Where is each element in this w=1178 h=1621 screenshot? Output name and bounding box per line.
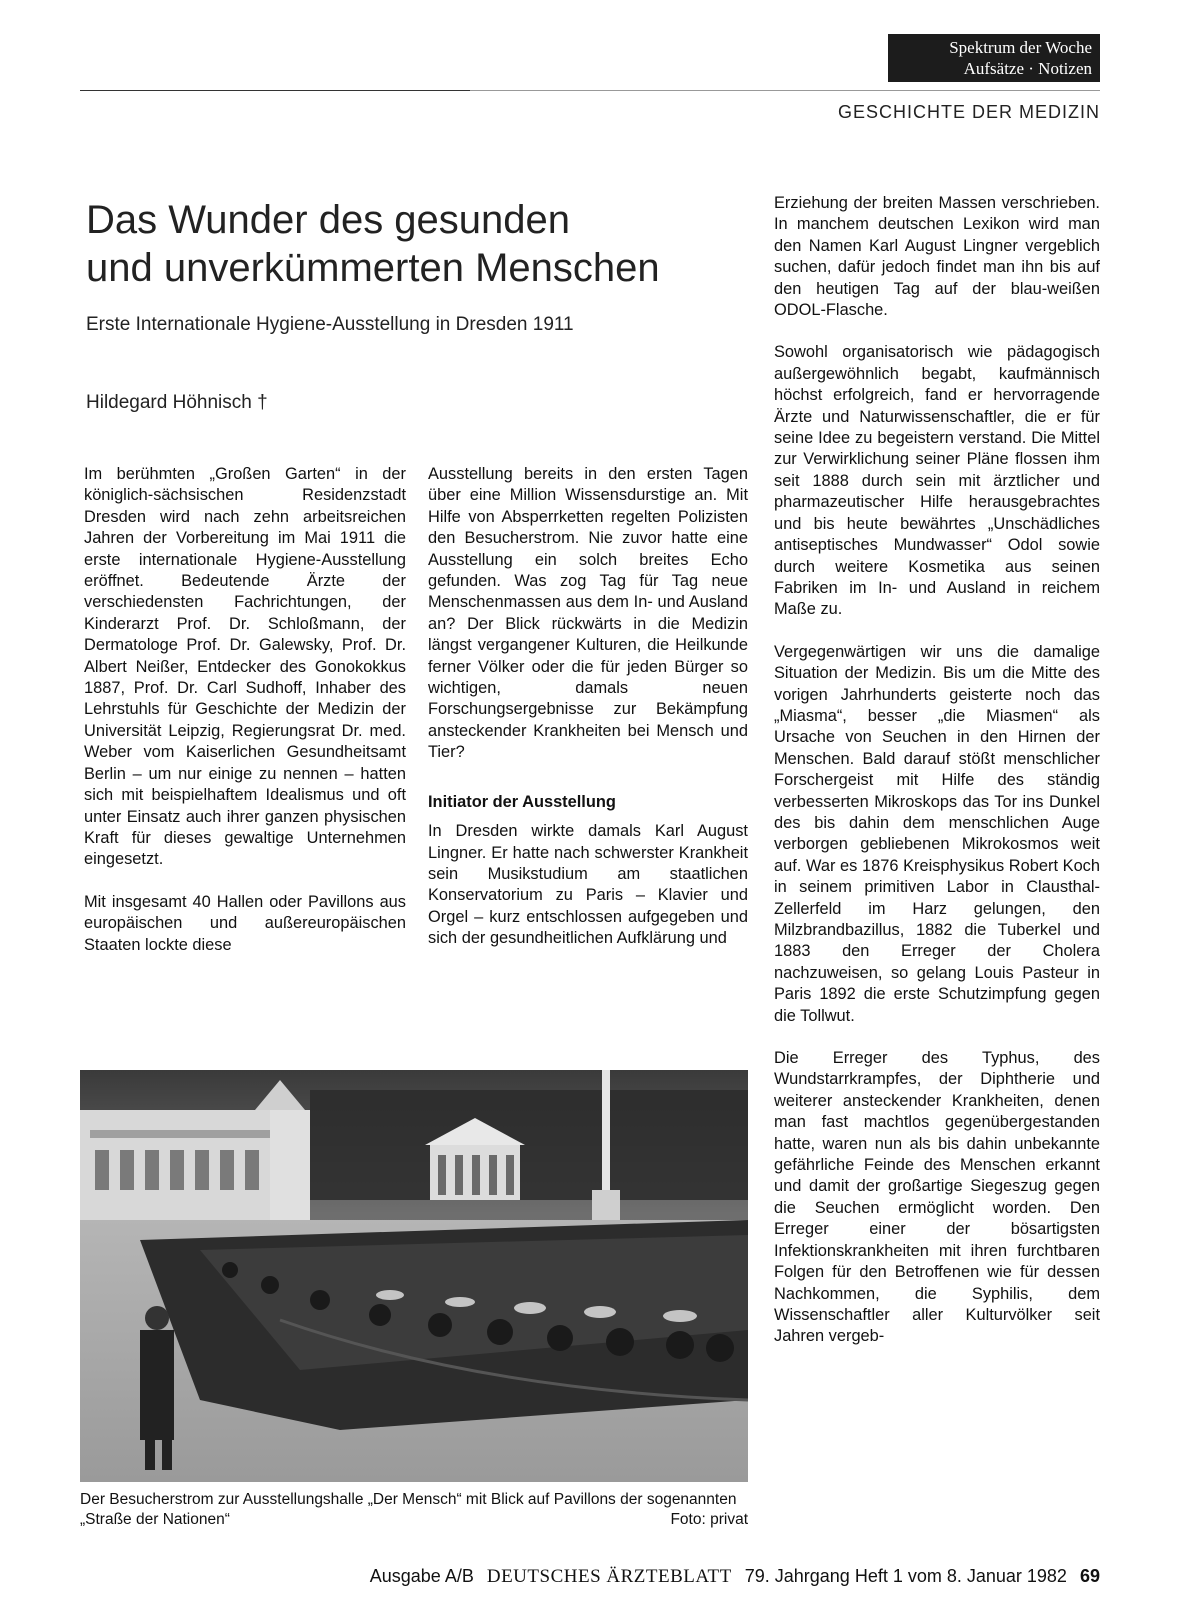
- article-title: [86, 196, 726, 292]
- header-rule-thin: [470, 90, 1100, 91]
- section-badge: [888, 34, 1100, 82]
- footer-masthead: DEUTSCHES ÄRZTEBLATT: [486, 1566, 732, 1587]
- paragraph: Im berühmten „Großen Garten“ in der königlich-sächsischen Residenzstadt Dresden wird nach zehn arbeitsreichen Jahren der Vorbereitung im Mai 1911 die erste internationale Hygiene-Ausstellung eröffnet. Bedeutende Ärzte der verschiedensten Fachrichtungen, der Kinderarzt Prof. Dr. Schloßmann, der Dermatologe Prof. Dr. Galewsky, Prof. Dr. Albert Neißer, Entdecker des Gonokokkus 1887, Prof. Dr. Carl Sudhoff, Inhaber des Lehrstuhls für Geschichte der Medizin der Universität Leipzig, Regierungsrat Dr. med. Weber vom Kaiserlichen Gesundheitsamt Berlin – um nur einige zu nennen – hatten sich mit beispielhaftem Idealismus und oft unter Einsatz auch ihrer ganzen physischen Kraft für dieses gewaltige Unternehmen eingesetzt.: [84, 465, 406, 869]
- paragraph: Mit insgesamt 40 Hallen oder Pavillons aus europäischen und außereuropäischen Staaten lockte diese: [84, 892, 406, 954]
- column-3: [774, 193, 1100, 1369]
- column-2: [428, 464, 748, 971]
- photo-caption: [80, 1490, 748, 1530]
- photo-credit: Foto: privat: [670, 1511, 748, 1528]
- article-subtitle: Erste Internationale Hygiene-Ausstellung in Dresden 1911: [86, 314, 574, 335]
- footer-edition: Ausgabe A/B: [369, 1566, 474, 1586]
- paragraph: In Dresden wirkte damals Karl August Lingner. Er hatte nach schwerster Krankheit sein Musikstudium am staatlichen Konservatorium zu Paris – Klavier und Orgel – kurz entschlossen aufgegeben und sich der gesundheitlichen Aufklärung und: [428, 822, 748, 948]
- historical-photo: [80, 1070, 748, 1482]
- paragraph: Vergegenwärtigen wir uns die damalige Situation der Medizin. Bis um die Mitte des vorigen Jahrhunderts geisterte noch das „Miasma“, besser „die Miasmen“ als Ursache von Seuchen in den Hirnen der Menschen. Bald darauf stößt menschlicher Forschergeist mit Hilfe des ständig verbesserten Mikroskops das Tor ins Dunkel des bis dahin dem menschlichen Auge verborgen gebliebenen Mikrokosmos weit auf. War es 1876 Kreisphysikus Robert Koch in seinem primitiven Labor in Clausthal-Zellerfeld im Harz gelungen, den Milzbrandbazillus, 1882 die Tuberkel und 1883 den Erreger der Cholera nachzuweisen, so gelang Louis Pasteur in Paris 1892 die erste Schutzimpfung gegen die Tollwut.: [774, 642, 1100, 1025]
- article-author: Hildegard Höhnisch †: [86, 392, 268, 413]
- column-1: [84, 464, 406, 977]
- caption-text: Der Besucherstrom zur Ausstellungshalle „Der Mensch“ mit Blick auf Pavillons der sogenannten „Straße der Nationen“: [80, 1491, 737, 1528]
- page-footer: [370, 1566, 1100, 1588]
- paragraph: Ausstellung bereits in den ersten Tagen über eine Million Wissensdurstige an. Mit Hilfe von Absperrketten regelten Polizisten den Besucherstrom. Nie zuvor hatte eine Ausstellung ein solch breites Echo gefunden. Was zog Tag für Tag neue Menschenmassen aus dem In- und Ausland an? Der Blick rückwärts in die Medizin längst vergangener Kulturen, die Heilkunde ferner Völker oder die für jeden Bürger so wichtigen, damals neuen Forschungsergebnisse zur Bekämpfung ansteckender Krankheiten bei Mensch und Tier?: [428, 465, 748, 762]
- header-rule: [80, 90, 470, 91]
- page-number: 69: [1079, 1566, 1100, 1586]
- paragraph: Die Erreger des Typhus, des Wundstarrkrampfes, der Diphtherie und weiterer ansteckender Krankheiten, denen man fast machtlos gegenübergestanden hatte, waren nun als bis dahin unbekannte gefährliche Feinde des Menschen erkannt und damit der großartige Siegeszug gegen die Seuchen ermöglicht worden. Den Erreger einer der bösartigsten Infektionskrankheiten mit ihren furchtbaren Folgen für den Betroffenen wie für dessen Nachkommen, die Syphilis, dem Wissenschaftler aller Kulturvölker seit Jahren vergeb-: [774, 1049, 1100, 1346]
- rubric: GESCHICHTE DER MEDIZIN: [837, 102, 1100, 122]
- footer-issue: 79. Jahrgang Heft 1 vom 8. Januar 1982: [744, 1566, 1067, 1586]
- title-line1: Das Wunder des gesunden: [86, 198, 571, 242]
- section-badge-line2: Aufsätze · Notizen: [963, 59, 1092, 78]
- section-heading: Initiator der Ausstellung: [428, 792, 616, 811]
- photo-illustration: [80, 1070, 748, 1482]
- section-badge-line1: Spektrum der Woche: [949, 38, 1092, 57]
- title-line2: und unverkümmerten Menschen: [86, 246, 660, 290]
- paragraph: Sowohl organisatorisch wie pädagogisch außergewöhnlich begabt, kaufmännisch höchst erfolgreich, fand er hervorragende Ärzte und Naturwissenschaftler, die er für seine Idee zu begeistern verstand. Die Mittel zur Verwirklichung seiner Pläne flossen ihm seit 1888 durch sein mit ärztlicher und pharmazeutischer Hilfe herausgebrachtes und bis heute bewährtes „Unschädliches antiseptisches Mundwasser“ Odol sowie durch weitere Kosmetika aus seinen Fabriken im In- und Ausland in reichem Maße zu.: [774, 343, 1100, 619]
- paragraph: Erziehung der breiten Massen verschrieben. In manchem deutschen Lexikon wird man den Namen Karl August Lingner vergeblich suchen, dafür jedoch findet man ihn bis auf den heutigen Tag auf der blau-weißen ODOL-Flasche.: [774, 194, 1100, 320]
